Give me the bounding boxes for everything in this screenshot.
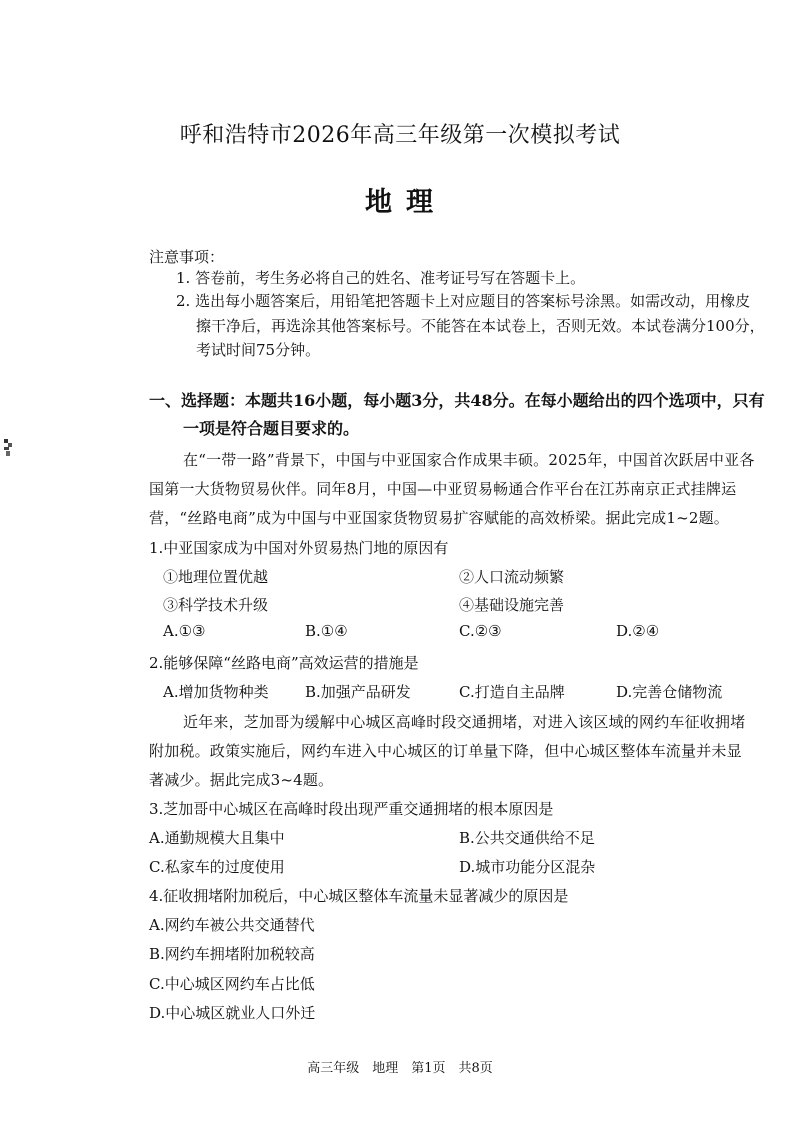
passage-1-line-3: 营，“丝路电商”成为中国与中亚国家货物贸易扩容赋能的高效桥梁。据此完成1~2题。 <box>149 509 729 527</box>
question-1-option-a: A.①③ <box>163 622 206 640</box>
question-3-option-b: B.公共交通供给不足 <box>459 829 595 847</box>
passage-2-line-2: 附加税。政策实施后，网约车进入中心城区的订单量下降，但中心城区整体车流量并未显 <box>149 742 742 760</box>
question-1-statement-4: ④基础设施完善 <box>459 596 565 614</box>
subject-title: 地理 <box>365 187 447 218</box>
question-2-stem: 2.能够保障“丝路电商”高效运营的措施是 <box>149 654 419 672</box>
question-1-option-b: B.①④ <box>305 622 348 640</box>
question-1-statement-1: ①地理位置优越 <box>163 568 269 586</box>
question-3-stem: 3.芝加哥中心城区在高峰时段出现严重交通拥堵的根本原因是 <box>149 800 554 818</box>
question-4-option-d: D.中心城区就业人口外迁 <box>149 1004 316 1022</box>
question-4-stem: 4.征收拥堵附加税后，中心城区整体车流量未显著减少的原因是 <box>149 887 569 905</box>
question-1-option-c: C.②③ <box>459 622 502 640</box>
notice-item-2-line-1: 2. 选出每小题答案后，用铅笔把答题卡上对应题目的答案标号涂黑。如需改动，用橡皮 <box>176 292 751 310</box>
notice-item-1: 1. 答卷前，考生务必将自己的姓名、准考证号写在答题卡上。 <box>176 269 586 287</box>
notice-item-2-line-2: 擦干净后，再选涂其他答案标号。不能答在本试卷上，否则无效。本试卷满分100分， <box>196 317 765 335</box>
section-heading-line-2: 一项是符合题目要求的。 <box>183 419 360 438</box>
question-4-option-a: A.网约车被公共交通替代 <box>149 916 315 934</box>
question-2-option-d: D.完善仓储物流 <box>616 683 723 701</box>
page-footer: 高三年级 地理 第1页 共8页 <box>307 1061 493 1076</box>
passage-2-line-1: 近年来，芝加哥为缓解中心城区高峰时段交通拥堵，对进入该区域的网约车征收拥堵 <box>183 713 746 731</box>
binding-margin-mark <box>4 439 12 457</box>
question-3-option-d: D.城市功能分区混杂 <box>459 858 596 876</box>
question-4-option-b: B.网约车拥堵附加税较高 <box>149 945 315 963</box>
question-2-option-c: C.打造自主品牌 <box>459 683 565 701</box>
notice-heading: 注意事项： <box>149 248 225 266</box>
passage-2-line-3: 著减少。据此完成3~4题。 <box>149 771 334 789</box>
passage-1-line-1: 在“一带一路”背景下，中国与中亚国家合作成果丰硕。2025年，中国首次跃居中亚各 <box>183 451 755 469</box>
question-4-option-c: C.中心城区网约车占比低 <box>149 975 315 993</box>
exam-title: 呼和浩特市2026年高三年级第一次模拟考试 <box>179 123 621 148</box>
passage-1-line-2: 国第一大货物贸易伙伴。同年8月，中国—中亚贸易畅通合作平台在江苏南京正式挂牌运 <box>149 480 737 498</box>
question-2-option-b: B.加强产品研发 <box>305 683 411 701</box>
section-heading-line-1: 一、选择题：本题共16小题，每小题3分，共48分。在每小题给出的四个选项中，只有 <box>149 391 765 410</box>
question-3-option-c: C.私家车的过度使用 <box>149 858 285 876</box>
question-2-option-a: A.增加货物种类 <box>163 683 269 701</box>
question-1-option-d: D.②④ <box>616 622 660 640</box>
notice-item-2-line-3: 考试时间75分钟。 <box>196 341 321 359</box>
question-3-option-a: A.通勤规模大且集中 <box>149 829 285 847</box>
question-1-statement-2: ②人口流动频繁 <box>459 568 565 586</box>
question-1-stem: 1.中亚国家成为中国对外贸易热门地的原因有 <box>149 539 449 557</box>
question-1-statement-3: ③科学技术升级 <box>163 596 269 614</box>
